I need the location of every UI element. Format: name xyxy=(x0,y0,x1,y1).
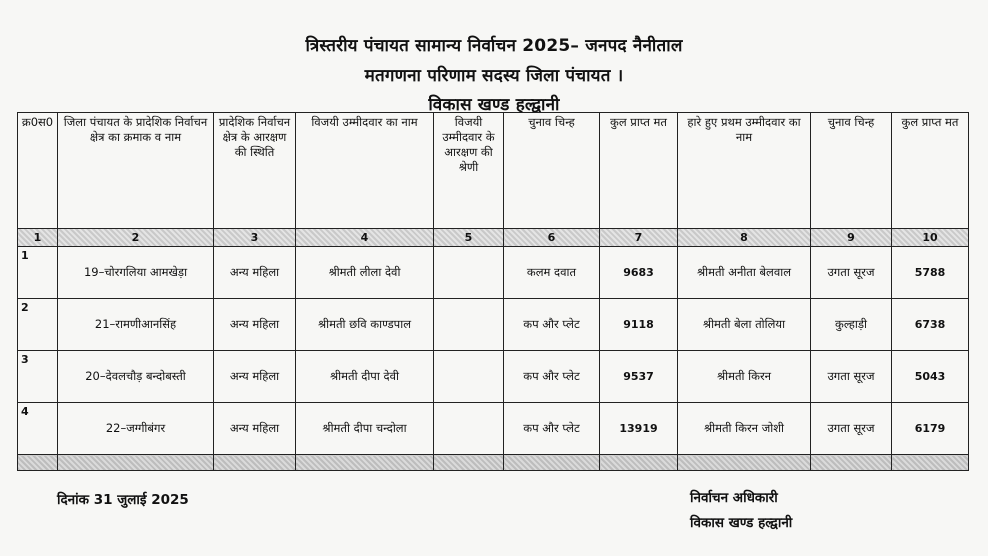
col-number: 10 xyxy=(892,229,969,247)
row-winner-votes: 9118 xyxy=(600,299,678,351)
table-row xyxy=(18,403,969,455)
row-sno: 1 xyxy=(18,247,58,299)
row-winner-category xyxy=(434,403,504,455)
row-winner-symbol: कप और प्लेट xyxy=(504,403,600,455)
row-runner-up: श्रीमती बेला तोलिया xyxy=(678,299,811,351)
document-subtitle: मतगणना परिणाम सदस्य जिला पंचायत । xyxy=(364,66,624,86)
row-constituency: 21–रामणीआनसिंह xyxy=(58,299,214,351)
row-runner-symbol: कुल्हाड़ी xyxy=(811,299,892,351)
col-header-reservation: प्रादेशिक निर्वाचन क्षेत्र के आरक्षण की स्थिति xyxy=(214,113,296,229)
table-row xyxy=(18,299,969,351)
row-winner-votes: 13919 xyxy=(600,403,678,455)
col-header-winner-category: विजयी उम्मीदवार के आरक्षण की श्रेणी xyxy=(434,113,504,229)
table-footer-row xyxy=(18,455,969,471)
officer-block: विकास खण्ड हल्द्वानी xyxy=(690,515,793,531)
row-winner-symbol: कलम दवात xyxy=(504,247,600,299)
col-number: 1 xyxy=(18,229,58,247)
row-runner-up: श्रीमती किरन जोशी xyxy=(678,403,811,455)
col-number: 5 xyxy=(434,229,504,247)
row-runner-symbol: उगता सूरज xyxy=(811,403,892,455)
row-runner-votes: 6738 xyxy=(892,299,969,351)
row-runner-votes: 5788 xyxy=(892,247,969,299)
col-number: 3 xyxy=(214,229,296,247)
row-runner-symbol: उगता सूरज xyxy=(811,247,892,299)
col-header-runner-symbol: चुनाव चिन्ह xyxy=(811,113,892,229)
col-header-winner-votes: कुल प्राप्त मत xyxy=(600,113,678,229)
footer-cell xyxy=(600,455,678,471)
col-number: 4 xyxy=(296,229,434,247)
officer-title: निर्वाचन अधिकारी xyxy=(690,490,778,506)
col-header-runner-votes: कुल प्राप्त मत xyxy=(892,113,969,229)
col-header-constituency: जिला पंचायत के प्रादेशिक निर्वाचन क्षेत्र का क्रमाक व नाम xyxy=(58,113,214,229)
table-row xyxy=(18,247,969,299)
row-constituency: 19–चोरगलिया आमखेड़ा xyxy=(58,247,214,299)
footer-cell xyxy=(214,455,296,471)
row-winner: श्रीमती छवि काण्डपाल xyxy=(296,299,434,351)
table-header-row xyxy=(18,113,969,229)
column-number-row xyxy=(18,229,969,247)
footer-cell xyxy=(18,455,58,471)
row-runner-up: श्रीमती अनीता बेलवाल xyxy=(678,247,811,299)
row-winner: श्रीमती लीला देवी xyxy=(296,247,434,299)
footer-cell xyxy=(434,455,504,471)
document-date: दिनांक 31 जुलाई 2025 xyxy=(57,492,189,508)
row-sno: 4 xyxy=(18,403,58,455)
row-winner-category xyxy=(434,299,504,351)
footer-cell xyxy=(504,455,600,471)
footer-cell xyxy=(296,455,434,471)
row-reservation: अन्य महिला xyxy=(214,299,296,351)
row-winner: श्रीमती दीपा चन्दोला xyxy=(296,403,434,455)
document-title: त्रिस्तरीय पंचायत सामान्य निर्वाचन 2025– जनपद नैनीताल xyxy=(305,36,683,56)
col-number: 9 xyxy=(811,229,892,247)
row-winner-symbol: कप और प्लेट xyxy=(504,299,600,351)
block-name-heading: विकास खण्ड हल्द्वानी xyxy=(428,95,560,115)
col-number: 2 xyxy=(58,229,214,247)
footer-cell xyxy=(811,455,892,471)
row-reservation: अन्य महिला xyxy=(214,351,296,403)
col-number: 7 xyxy=(600,229,678,247)
col-header-runner-up: हारे हुए प्रथम उम्मीदवार का नाम xyxy=(678,113,811,229)
row-sno: 3 xyxy=(18,351,58,403)
row-runner-up: श्रीमती किरन xyxy=(678,351,811,403)
footer-cell xyxy=(678,455,811,471)
row-winner-category xyxy=(434,247,504,299)
footer-cell xyxy=(58,455,214,471)
col-number: 6 xyxy=(504,229,600,247)
row-runner-votes: 6179 xyxy=(892,403,969,455)
row-reservation: अन्य महिला xyxy=(214,247,296,299)
row-winner-votes: 9683 xyxy=(600,247,678,299)
col-header-winner: विजयी उम्मीदवार का नाम xyxy=(296,113,434,229)
row-winner-category xyxy=(434,351,504,403)
officer-signature-block xyxy=(690,486,830,536)
col-number: 8 xyxy=(678,229,811,247)
row-winner-votes: 9537 xyxy=(600,351,678,403)
results-table xyxy=(17,112,969,471)
row-reservation: अन्य महिला xyxy=(214,403,296,455)
row-runner-votes: 5043 xyxy=(892,351,969,403)
row-winner-symbol: कप और प्लेट xyxy=(504,351,600,403)
col-header-sno: क्र0स0 xyxy=(18,113,58,229)
row-runner-symbol: उगता सूरज xyxy=(811,351,892,403)
row-sno: 2 xyxy=(18,299,58,351)
footer-cell xyxy=(892,455,969,471)
table-row xyxy=(18,351,969,403)
col-header-winner-symbol: चुनाव चिन्ह xyxy=(504,113,600,229)
row-constituency: 20–देवलचौड़ बन्दोबस्ती xyxy=(58,351,214,403)
row-constituency: 22–जग्गीबंगर xyxy=(58,403,214,455)
row-winner: श्रीमती दीपा देवी xyxy=(296,351,434,403)
